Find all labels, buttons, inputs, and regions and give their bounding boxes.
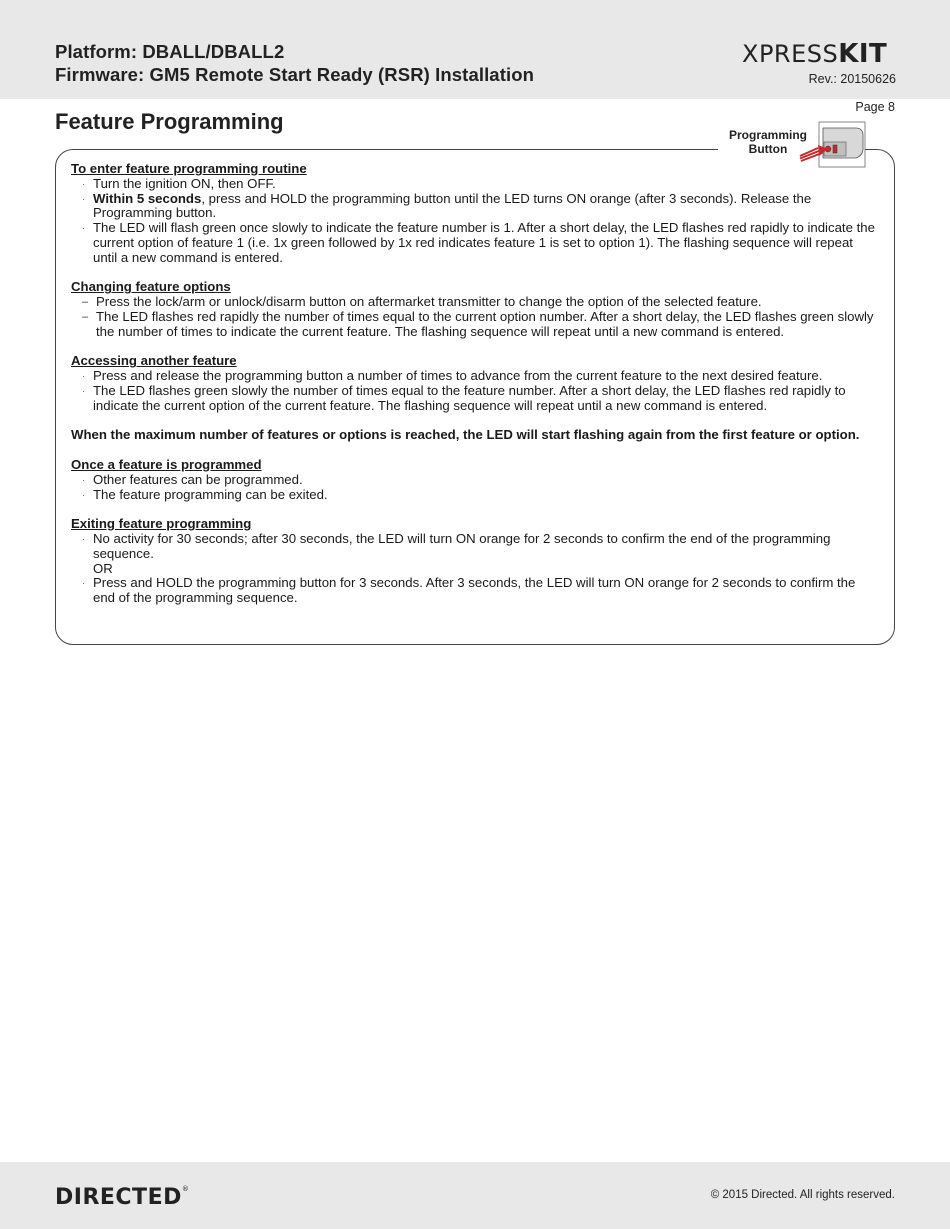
list-item <box>71 177 886 192</box>
within-5-seconds: Within 5 seconds <box>93 190 202 206</box>
list-item <box>71 384 886 399</box>
revision-label: Rev.: 20150626 <box>808 72 896 86</box>
bullet-icon: · <box>82 578 85 589</box>
list-item <box>71 369 886 384</box>
item-text: Other features can be programmed. <box>93 471 303 487</box>
bullet-icon: · <box>82 533 85 544</box>
exiting-heading: Exiting feature programming <box>71 516 252 532</box>
directed-logo <box>55 1185 189 1210</box>
list-item <box>71 192 886 207</box>
page-number: Page 8 <box>855 100 895 114</box>
item-text: indicate the current option of the current feature. The flashing sequence will repeat until a new command is entered. <box>93 397 768 413</box>
list-item-continuation <box>71 206 886 221</box>
bullet-icon: · <box>82 371 85 382</box>
list-item <box>71 576 886 591</box>
registered-mark-icon: ® <box>181 1185 190 1193</box>
item-text: No activity for 30 seconds; after 30 seconds, the LED will turn ON orange for 2 seconds to confirm the end of the programming <box>93 530 831 546</box>
or-separator: OR <box>93 560 113 576</box>
copyright-text: © 2015 Directed. All rights reserved. <box>710 1189 895 1201</box>
xpresskit-logo <box>742 40 887 67</box>
item-text: Press and HOLD the programming button for 3 seconds. After 3 seconds, the LED will turn ON orange for 2 seconds to confirm the <box>93 575 856 591</box>
list-item <box>71 532 886 547</box>
enter-heading: To enter feature programming routine <box>71 161 307 176</box>
list-item-continuation <box>71 251 886 266</box>
spacer <box>71 266 886 281</box>
spacer <box>71 502 886 517</box>
list-item-continuation <box>71 236 886 251</box>
section-title: Feature Programming <box>55 109 284 134</box>
changing-heading: Changing feature options <box>71 279 231 295</box>
programming-button-label-line1: Programming <box>728 128 807 142</box>
item-text: until a new command is entered. <box>93 249 283 265</box>
directed-logo-text: DIRECTED <box>55 1185 182 1210</box>
item-text: The LED flashes green slowly the number of times equal to the feature number. After a short delay, the LED flashes red rapidly to <box>93 382 846 398</box>
body-text <box>71 162 886 606</box>
list-item <box>71 221 886 236</box>
bullet-icon: · <box>82 178 85 189</box>
firmware-title: Firmware: GM5 Remote Start Ready (RSR) Installation <box>55 64 534 85</box>
bullet-icon: · <box>82 193 85 204</box>
spacer <box>71 340 886 355</box>
item-text: The feature programming can be exited. <box>93 486 328 502</box>
item-text: Turn the ignition ON, then OFF. <box>93 175 276 191</box>
list-item-continuation <box>71 325 886 340</box>
programming-button-label-line2: Button <box>748 142 788 156</box>
list-item <box>71 295 886 310</box>
list-item <box>71 310 886 325</box>
spacer <box>71 443 886 458</box>
brand-bold: KIT <box>838 39 888 69</box>
item-text: the number of times to indicate the current feature. The flashing sequence will repeat until a new command is entered. <box>96 323 785 339</box>
list-item-continuation <box>71 399 886 414</box>
item-text: Press and release the programming button a number of times to advance from the current feature to the next desired feature. <box>93 368 823 384</box>
list-item <box>71 488 886 503</box>
dash-icon: – <box>82 310 89 323</box>
accessing-heading: Accessing another feature <box>71 353 237 369</box>
item-text: The LED will flash green once slowly to indicate the feature number is 1. After a short delay, the LED flashes red rapidly to indicate the <box>93 220 875 236</box>
bullet-icon: · <box>82 385 85 396</box>
once-heading: Once a feature is programmed <box>71 456 262 472</box>
item-text: , press and HOLD the programming button until the LED turns ON orange (after 3 seconds). Release the <box>201 190 812 206</box>
item-text: sequence. <box>93 545 154 561</box>
list-item-continuation <box>71 547 886 562</box>
platform-title: Platform: DBALL/DBALL2 <box>55 41 285 62</box>
spacer <box>71 414 886 429</box>
item-text: Press the lock/arm or unlock/disarm button on aftermarket transmitter to change the option of the selected feature. <box>96 294 762 310</box>
brand-thin: XPRESS <box>742 40 839 68</box>
max-features-note: When the maximum number of features or options is reached, the LED will start flashing again from the first feature or option. <box>71 427 860 443</box>
list-item <box>71 473 886 488</box>
item-text: current option of feature 1 (i.e. 1x green followed by 1x red indicates feature 1 is set to option 1). The flashing sequence will repeat <box>93 234 853 250</box>
bullet-icon: · <box>82 223 85 234</box>
item-text: The LED flashes red rapidly the number of times equal to the current option number. After a short delay, the LED flashes green slowly <box>96 308 874 324</box>
bullet-icon: · <box>82 489 85 500</box>
bullet-icon: · <box>82 474 85 485</box>
item-text: end of the programming sequence. <box>93 590 298 606</box>
dash-icon: – <box>82 296 89 309</box>
item-text: Programming button. <box>93 205 217 221</box>
list-item-continuation <box>71 591 886 606</box>
